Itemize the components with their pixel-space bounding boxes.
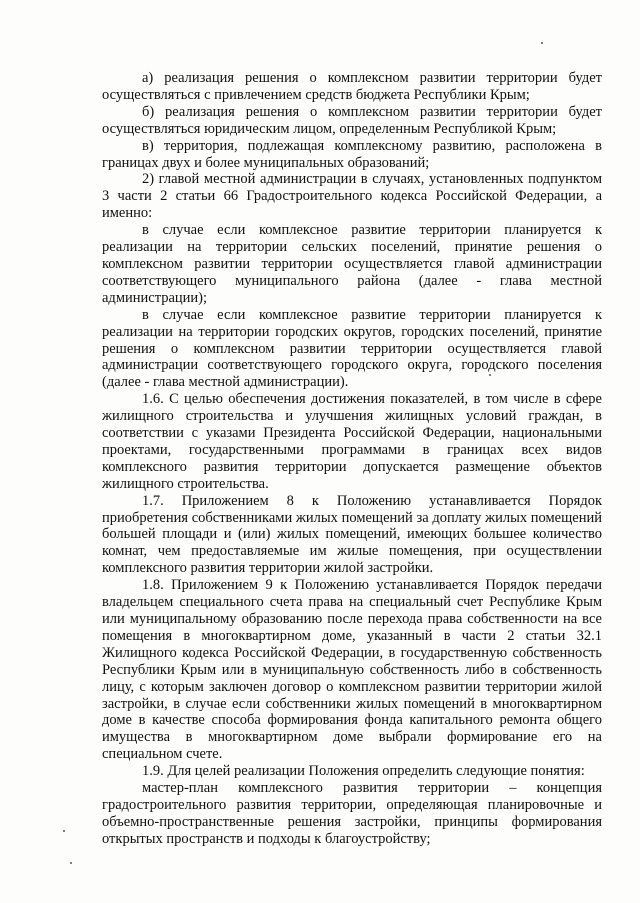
- paragraph-1-8: 1.8. Приложением 9 к Положению устанавливается Порядок передачи владельцем специального счета права на специальный счет Республике Крым или муниципальному образованию после перехода права собственности на все помещения в многоквартирном доме, указанный в части 2 статьи 32.1 Жилищного кодекса Российской Федерации, в государственную собственность Республики Крым или в муниципальную собственность либо в собственность лицу, с которым заключен договор о комплексном развитии территории жилой застройки, в случае если собственники жилых помещений в многоквартирном доме в качестве способа формирования фонда капитального ремонта общего имущества в многоквартирном доме выбрали формирование его на специальном счете.: [102, 577, 602, 763]
- paragraph-b: б) реализация решения о комплексном развитии территории будет осуществляться юридическим лицом, определенным Республикой Крым;: [102, 103, 602, 137]
- paragraph-rural-settlements: в случае если комплексное развитие территории планируется к реализации на территории сельских поселений, принятие решения о комплексном развитии территории осуществляется главой администрации соответствующего муниципального района (далее - глава местной администрации);: [102, 222, 602, 306]
- scan-speck: [63, 830, 65, 832]
- paragraph-c: в) территория, подлежащая комплексному развитию, расположена в границах двух и более муниципальных образований;: [102, 137, 602, 171]
- scan-speck: [70, 862, 72, 864]
- paragraph-1-6: 1.6. С целью обеспечения достижения показателей, в том числе в сфере жилищного строительства и улучшения жилищных условий граждан, в соответствии с указами Президента Российской Федерации, национальными проектами, государственными программами в границах всех видов комплексного развития территории допускается размещение объектов жилищного строительства.: [102, 391, 602, 492]
- paragraph-master-plan: мастер-план комплексного развития территории – концепция градостроительного развития территории, определяющая планировочные и объемно-пространственные решения застройки, принципы формирования открытых пространств и подходы к благоустройству;: [102, 780, 602, 847]
- paragraph-1-9: 1.9. Для целей реализации Положения определить следующие понятия:: [142, 763, 585, 780]
- paragraph-1-7: 1.7. Приложением 8 к Положению устанавливается Порядок приобретения собственниками жилых помещений за доплату жилых помещений большей площади и (или) жилых помещений, имеющих большее количество комнат, чем предоставляемые им жилые помещения, при осуществлении комплексного развития территории жилой застройки.: [102, 492, 602, 577]
- paragraph-urban-districts: в случае если комплексное развитие территории планируется к реализации на территории городских округов, городских поселений, принятие решения о комплексном развитии территории осуществляется главой администрации соответствующего городского округа, городского поселения (далее - глава местной администрации).: [102, 306, 602, 391]
- scan-speck: [541, 42, 543, 44]
- document-body: [102, 70, 602, 848]
- paragraph-a: а) реализация решения о комплексном развитии территории будет осуществляться с привлечением средств бюджета Республики Крым;: [102, 70, 602, 103]
- paragraph-item-2: 2) главой местной администрации в случаях, установленных подпунктом 3 части 2 статьи 66 Градостроительного кодекса Российской Федерации, а именно:: [102, 171, 602, 222]
